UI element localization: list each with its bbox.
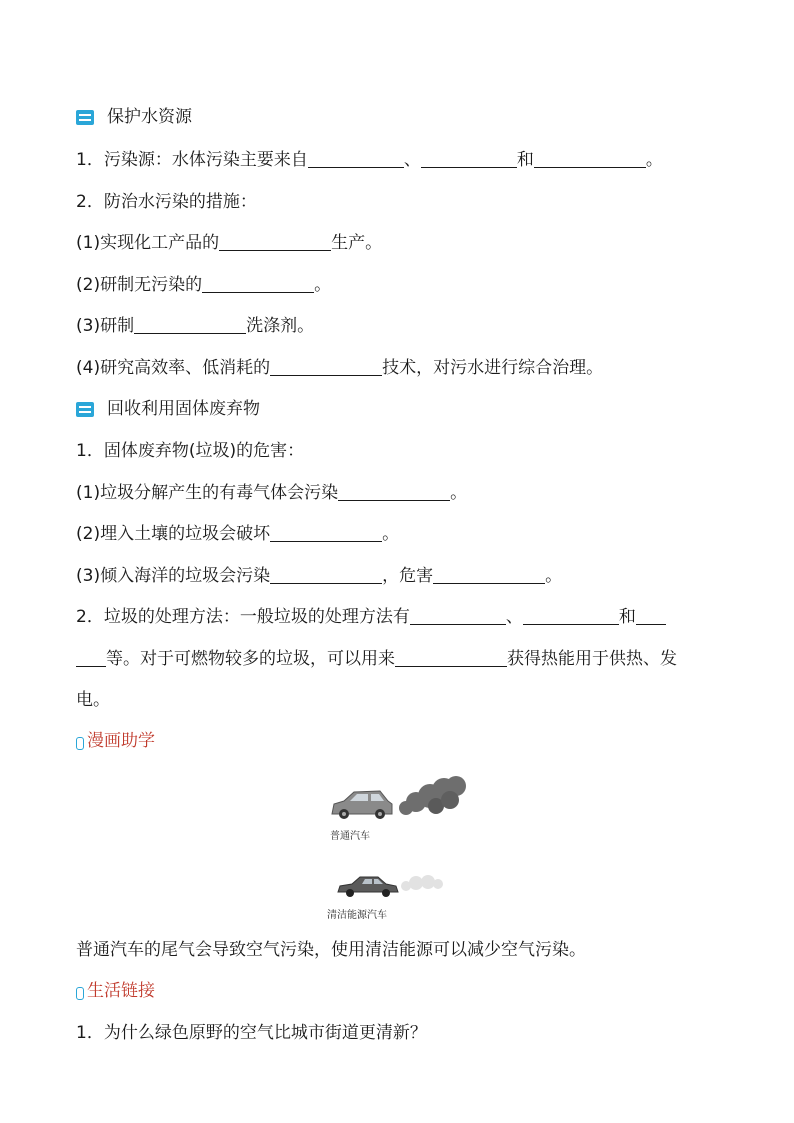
text: 技术，对污水进行综合治理。 [382, 358, 604, 378]
text: 2．垃圾的处理方法：一般垃圾的处理方法有 [76, 607, 410, 627]
life-heading [76, 980, 155, 1002]
answer-blank[interactable] [270, 567, 382, 584]
answer-blank[interactable] [523, 608, 619, 625]
answer-blank[interactable] [202, 276, 314, 293]
answer-blank[interactable] [270, 359, 382, 376]
paragraph-item-2 [76, 274, 331, 296]
paragraph-waste-harm: 1．固体废弃物(垃圾)的危害： [76, 441, 305, 461]
text: 和 [516, 150, 534, 170]
comic-title: 漫画助学 [87, 731, 155, 751]
text: 1．污染源：水体污染主要来自 [76, 150, 308, 170]
paragraph-item-1 [76, 232, 382, 254]
paragraph-item-3 [76, 315, 314, 337]
text: 、 [403, 150, 421, 170]
list-icon [76, 402, 94, 417]
answer-blank[interactable] [76, 650, 106, 667]
paragraph-measures: 2．防治水污染的措施： [76, 192, 257, 212]
paragraph-harm-3 [76, 565, 562, 587]
answer-blank[interactable] [636, 608, 666, 625]
text: (3)研制 [76, 316, 135, 336]
text: 获得热能用于供热、发 [507, 649, 677, 669]
answer-blank[interactable] [410, 608, 506, 625]
bookmark-icon [76, 987, 84, 1000]
text: (2)研制无污染的 [76, 275, 203, 295]
car-icon [338, 877, 398, 897]
answer-blank[interactable] [134, 317, 246, 334]
answer-blank[interactable] [395, 650, 507, 667]
answer-blank[interactable] [308, 151, 404, 168]
text: (2)埋入土壤的垃圾会破坏 [76, 524, 271, 544]
text: ，危害 [382, 566, 434, 586]
text: (1)实现化工产品的 [76, 233, 220, 253]
text: 。 [382, 524, 400, 544]
question-1: 1．为什么绿色原野的空气比城市街道更清新？ [76, 1023, 427, 1043]
text: 。 [450, 483, 468, 503]
paragraph-disposal-2 [76, 648, 677, 670]
paragraph-disposal-3: 电。 [76, 690, 110, 710]
text: (4)研究高效率、低消耗的 [76, 358, 271, 378]
paragraph-pollution-source [76, 149, 663, 171]
text: 。 [314, 275, 332, 295]
text: 生产。 [331, 233, 383, 253]
life-title: 生活链接 [87, 981, 155, 1001]
light-emission [401, 875, 443, 891]
caption-clean-car: 清洁能源汽车 [327, 910, 387, 921]
text: (3)倾入海洋的垃圾会污染 [76, 566, 271, 586]
section-title: 回收利用固体废弃物 [107, 399, 260, 419]
text: 洗涤剂。 [246, 316, 315, 336]
section-title: 保护水资源 [107, 107, 192, 127]
bookmark-icon [76, 737, 84, 750]
text: (1)垃圾分解产生的有毒气体会污染 [76, 483, 339, 503]
section-heading-waste [76, 398, 260, 420]
exhaust-smoke [399, 776, 466, 815]
comic-summary: 普通汽车的尾气会导致空气污染，使用清洁能源可以减少空气污染。 [76, 940, 586, 960]
clean-car-illustration [334, 868, 446, 900]
polluting-car-illustration [328, 774, 468, 824]
text: 。 [545, 566, 563, 586]
car-icon [332, 791, 392, 819]
paragraph-disposal-1 [76, 606, 666, 628]
paragraph-harm-1 [76, 482, 467, 504]
answer-blank[interactable] [534, 151, 646, 168]
list-icon [76, 110, 94, 125]
text: 、 [505, 607, 523, 627]
text: 。 [645, 150, 663, 170]
answer-blank[interactable] [270, 525, 382, 542]
caption-regular-car: 普通汽车 [330, 831, 370, 842]
text: 等。对于可燃物较多的垃圾，可以用来 [106, 649, 395, 669]
text: 和 [618, 607, 636, 627]
comic-heading [76, 730, 155, 752]
answer-blank[interactable] [338, 484, 450, 501]
paragraph-item-4 [76, 357, 603, 379]
section-heading-water [76, 106, 192, 128]
answer-blank[interactable] [421, 151, 517, 168]
answer-blank[interactable] [433, 567, 545, 584]
paragraph-harm-2 [76, 523, 399, 545]
answer-blank[interactable] [219, 234, 331, 251]
